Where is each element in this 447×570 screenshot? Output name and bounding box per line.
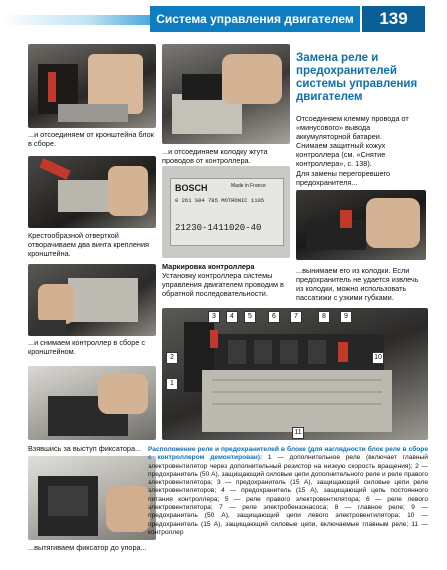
- photo-controller-removal: [28, 264, 156, 336]
- photo3-illustration: [28, 264, 156, 336]
- caption-photo7: [162, 262, 290, 298]
- callout-3: 3: [208, 311, 220, 323]
- caption-photo6: ...и отсоединяем колодку жгута проводов от контроллера.: [162, 147, 268, 165]
- label-plate: [170, 178, 284, 246]
- photo6-illustration: [162, 44, 290, 144]
- caption-photo7-title: Маркировка контроллера: [162, 262, 255, 271]
- legend-text: 1 — дополнительное реле (включает главный электровентилятор через дополнительный резистор на низкую скорость вращения); 2 — предохранитель (50 А), защищающий силовые цепи дополнительного реле и реле правого электровентилятора; 3 — предохранитель (15 А), защищающий силовые цепи реле электровентиляторов; 4 — предохранитель (15 А), защищающий цепь постоянного питания контроллера; 5 — реле правого электровентилятора; 6 — реле левого электровентилятора; 7 — реле электробензонасоса; 8 — главное реле; 9 — предохранитель (50 А), защищающий цепи левого электровентилятора; 10 — предохранитель (15 А), защищающий силовые цепи, включаемые главным реле; 11 — контроллер: [148, 454, 428, 536]
- section-header-title: Система управления двигателем: [150, 6, 360, 32]
- photo1-illustration: [28, 44, 156, 128]
- photo2-illustration: [28, 156, 156, 228]
- relay-legend: [148, 446, 428, 537]
- photo-screwdriver: [28, 156, 156, 228]
- photo-fuse-removal: [296, 190, 426, 260]
- step-3: Для замены перегоревшего предохранителя...: [296, 168, 391, 187]
- step-1: Отсоединяем клемму провода от «минусового» вывода аккумуляторной батареи.: [296, 114, 409, 142]
- callout-6: 6: [268, 311, 280, 323]
- label-brand: BOSCH: [175, 183, 208, 193]
- step-2: Снимаем защитный кожух контроллера (см. «Снятие контроллера», с. 138).: [296, 141, 386, 169]
- caption-photo2: Крестообразной отверткой отворачиваем два винта крепления кронштейна.: [28, 231, 149, 258]
- photo8-illustration: [296, 190, 426, 260]
- callout-8: 8: [318, 311, 330, 323]
- callout-4: 4: [226, 311, 238, 323]
- callout-9: 9: [340, 311, 352, 323]
- callout-11: 11: [292, 427, 304, 439]
- callout-1: 1: [166, 378, 178, 390]
- page-number: 139: [362, 6, 425, 32]
- label-part-number: 21230-1411020-40: [175, 223, 262, 233]
- legend-title: Расположение реле и предохранителей в блоке (для наглядности блок реле в сборе с контроллером демонтирован):: [148, 446, 428, 462]
- photo-relay-block-removal: [28, 44, 156, 128]
- photo-connector-disconnect: [162, 44, 290, 144]
- caption-photo8: ...вынимаем его из колодки. Если предохранитель не удается извлечь из колодки, можно использовать пассатижи с узкими губками.: [296, 266, 419, 302]
- photo5-illustration: [28, 456, 156, 540]
- callout-7: 7: [290, 311, 302, 323]
- header-gradient-bar: [0, 15, 150, 25]
- caption-photo3: ...и снимаем контроллер в сборе с кронштейном.: [28, 338, 146, 356]
- caption-photo7-text: Установку контроллера системы управления двигателем проводим в обратной последовательности.: [162, 271, 284, 298]
- label-made-in: Made in France: [231, 183, 266, 189]
- callout-10: 10: [372, 352, 384, 364]
- photo-relay-block: [162, 308, 428, 440]
- photo-controller-label: [162, 166, 290, 258]
- photo-latch-grip: [28, 366, 156, 440]
- section-steps: [296, 114, 426, 187]
- callout-2: 2: [166, 352, 178, 364]
- caption-photo1: ...и отсоединяем от кронштейна блок в сборе.: [28, 130, 154, 148]
- photo4-illustration: [28, 366, 156, 440]
- photo-latch-pull: [28, 456, 156, 540]
- label-line1: 0 261 S04 785 MOTRONIC 1105: [175, 197, 265, 204]
- relay-block-illustration: [162, 308, 428, 440]
- callout-5: 5: [244, 311, 256, 323]
- page-header: [0, 6, 447, 30]
- section-title: Замена реле и предохранителей системы управления двигателем: [296, 52, 418, 103]
- caption-photo4: Взявшись за выступ фиксатора...: [28, 444, 142, 453]
- caption-photo5: ...вытягиваем фиксатор до упора...: [28, 543, 147, 552]
